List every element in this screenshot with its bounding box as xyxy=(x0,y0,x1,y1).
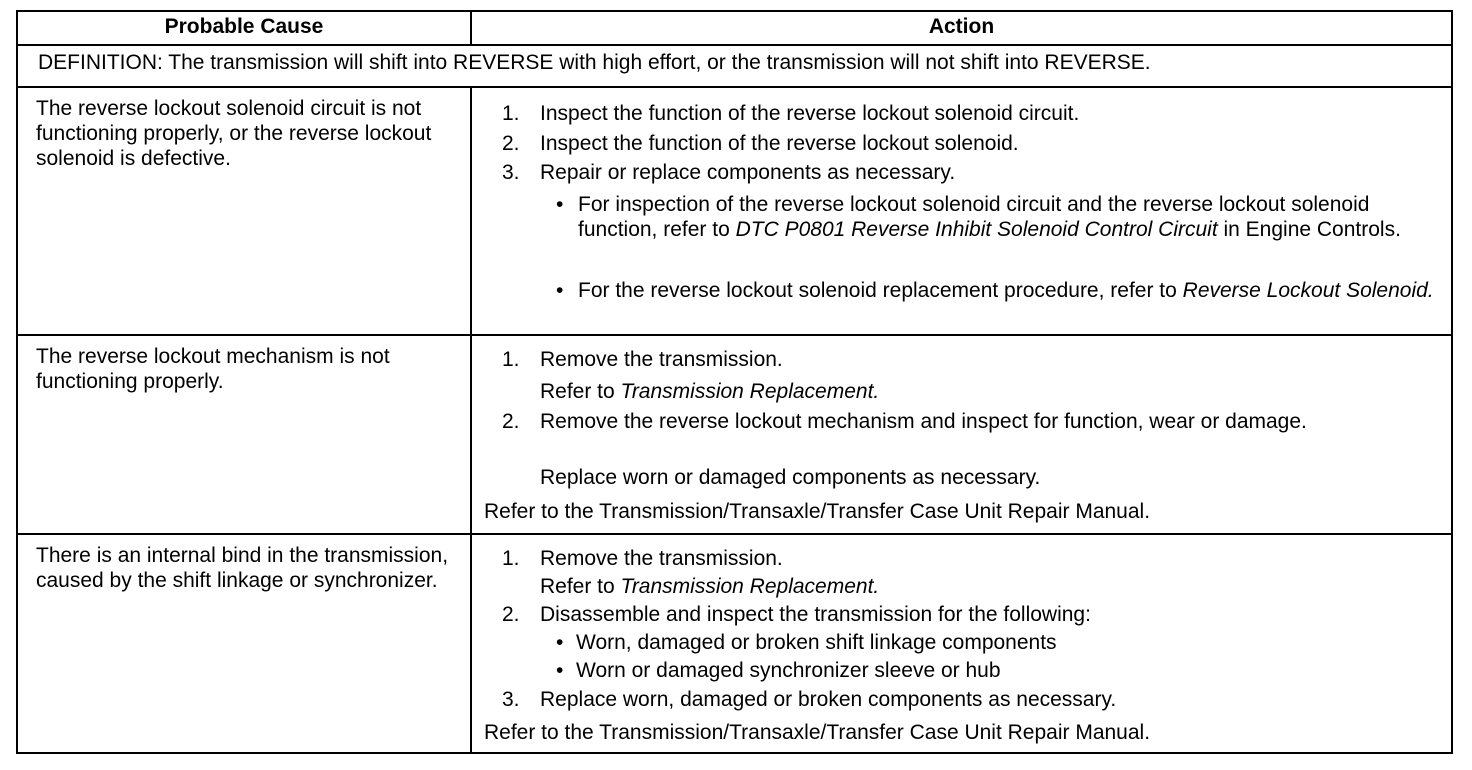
action-step xyxy=(472,546,1451,574)
bullet-text: Worn, damaged or broken shift linkage components xyxy=(576,631,1057,654)
bullet-text: For the reverse lockout solenoid replacement procedure, refer to xyxy=(578,279,1183,302)
bullet-text: Worn or damaged synchronizer sleeve or hub xyxy=(576,659,1001,682)
table-row xyxy=(17,87,1452,335)
step-text: Inspect the function of the reverse lockout solenoid. xyxy=(540,132,1019,155)
repair-manual-reference: Refer to the Transmission/Transaxle/Transfer Case Unit Repair Manual. xyxy=(484,500,1151,523)
bullet-icon: • xyxy=(556,659,564,682)
step-number: 2. xyxy=(502,603,520,626)
action-step xyxy=(472,131,1451,160)
reference-link[interactable]: Transmission Replacement. xyxy=(620,380,880,403)
bullet-item xyxy=(472,658,1451,687)
action-cell xyxy=(471,87,1452,335)
action-step xyxy=(472,347,1451,379)
step-number: 2. xyxy=(502,132,520,155)
action-step xyxy=(472,687,1451,720)
step-reference xyxy=(472,574,1451,602)
step-text: Remove the transmission. xyxy=(540,348,783,371)
diagnostic-table xyxy=(16,10,1453,754)
definition-row xyxy=(17,45,1452,87)
probable-cause-cell: There is an internal bind in the transmission, caused by the shift linkage or synchronizer. xyxy=(17,534,471,753)
bullet-item xyxy=(472,630,1451,658)
step-note: Replace worn or damaged components as necessary. xyxy=(540,466,1041,489)
step-text: Remove the reverse lockout mechanism and inspect for function, wear or damage. xyxy=(540,410,1307,433)
table-row xyxy=(17,534,1452,753)
table-row xyxy=(17,335,1452,534)
action-step xyxy=(472,409,1451,465)
probable-cause-cell: The reverse lockout solenoid circuit is not functioning properly, or the reverse lockout solenoid is defective. xyxy=(17,87,471,335)
step-number: 2. xyxy=(502,410,520,433)
action-step xyxy=(472,160,1451,192)
header-row xyxy=(17,11,1452,45)
step-number: 1. xyxy=(502,102,520,125)
step-text: Replace worn, damaged or broken components as necessary. xyxy=(540,688,1117,711)
reference-prefix: Refer to xyxy=(540,380,621,403)
reference-link[interactable]: DTC P0801 Reverse Inhibit Solenoid Control Circuit xyxy=(735,218,1218,241)
definition-text: DEFINITION: The transmission will shift into REVERSE with high effort, or the transmission will not shift into REVERSE. xyxy=(17,45,1452,87)
action-cell xyxy=(471,534,1452,753)
bullet-icon: • xyxy=(556,193,564,216)
header-probable-cause: Probable Cause xyxy=(17,11,471,45)
action-cell xyxy=(471,335,1452,534)
reference-link[interactable]: Transmission Replacement. xyxy=(620,575,880,598)
action-step xyxy=(472,101,1451,131)
step-text: Remove the transmission. xyxy=(540,547,783,570)
header-action: Action xyxy=(471,11,1452,45)
step-number: 3. xyxy=(502,688,520,711)
bullet-item xyxy=(472,278,1451,303)
step-text: Inspect the function of the reverse lockout solenoid circuit. xyxy=(540,102,1080,125)
step-reference xyxy=(472,379,1451,409)
step-text: Disassemble and inspect the transmission for the following: xyxy=(540,603,1091,626)
bullet-text: For inspection of the reverse lockout solenoid circuit and the reverse lockout solenoid function, refer to xyxy=(578,193,1370,241)
reference-link[interactable]: Reverse Lockout Solenoid. xyxy=(1182,279,1434,302)
bullet-icon: • xyxy=(556,279,564,302)
bullet-icon: • xyxy=(556,631,564,654)
step-text: Repair or replace components as necessary. xyxy=(540,161,956,184)
bullet-text: in Engine Controls. xyxy=(1217,218,1401,241)
action-step xyxy=(472,602,1451,630)
probable-cause-cell: The reverse lockout mechanism is not functioning properly. xyxy=(17,335,471,534)
reference-prefix: Refer to xyxy=(540,575,621,598)
bullet-item xyxy=(472,192,1451,278)
step-number: 1. xyxy=(502,547,520,570)
step-number: 3. xyxy=(502,161,520,184)
repair-manual-reference: Refer to the Transmission/Transaxle/Transfer Case Unit Repair Manual. xyxy=(484,721,1151,744)
step-number: 1. xyxy=(502,348,520,371)
